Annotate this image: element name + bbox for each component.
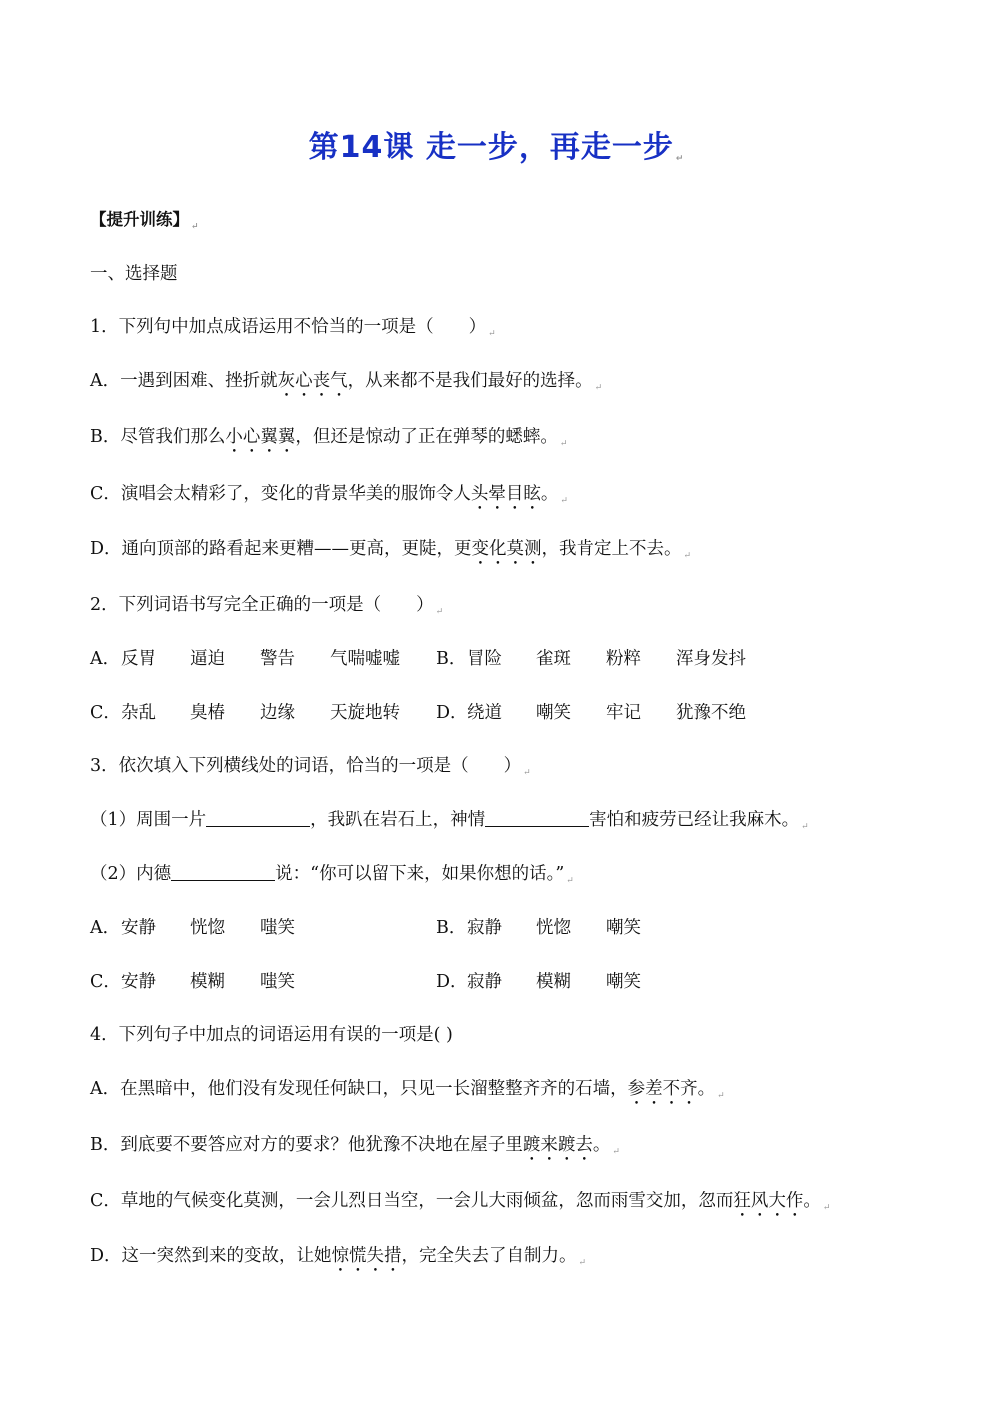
emphasized-idiom: 变化莫测 bbox=[471, 539, 542, 559]
question-4-stem: 4．下列句子中加点的词语运用有误的一项是( ) bbox=[90, 1025, 453, 1045]
option-d-label: D． bbox=[436, 972, 468, 992]
question-2-row-cd: C． 杂乱 臭椿 边缘 天旋地转 D． 绕道 嘲笑 牢记 犹豫不绝 bbox=[90, 700, 910, 726]
option-a-label: A． bbox=[90, 918, 121, 938]
question-2-stem: 2．下列词语书写完全正确的一项是（ ） $_↵$ bbox=[90, 595, 444, 617]
question-3-row-ab: A． 安静 恍惚 嗤笑 B． 寂静 恍惚 嘲笑 bbox=[90, 915, 910, 941]
section-label: 【提升训练】 $_↵$ bbox=[90, 210, 199, 232]
fill-blank-1 bbox=[206, 808, 310, 827]
question-1-stem: 1．下列句中加点成语运用不恰当的一项是（ ） $_↵$ bbox=[90, 317, 496, 339]
option-c-label: C． bbox=[90, 972, 121, 992]
lesson-title: 第14课 走一步，再走一步 ↵ bbox=[308, 130, 685, 165]
option-c-label: C． bbox=[90, 703, 121, 723]
fill-blank-3 bbox=[171, 862, 275, 881]
question-4-option-c: C．草地的气候变化莫测，一会儿烈日当空，一会儿大雨倾盆，忽而雨雪交加，忽而狂风大作。 $_↵$ bbox=[90, 1191, 831, 1213]
question-3-sentence-1: （1）周围一片 ，我趴在岩石上，神情 害怕和疲劳已经让我麻木。 $_↵$ bbox=[90, 810, 809, 832]
option-d-label: D． bbox=[436, 703, 468, 723]
question-3-stem: 3．依次填入下列横线处的词语，恰当的一项是（ ） $_↵$ bbox=[90, 756, 531, 778]
question-3-sentence-2: （2）内德 说：“你可以留下来，如果你想的话。” $_↵$ bbox=[90, 864, 574, 886]
question-4-option-b: B．到底要不要答应对方的要求？他犹豫不决地在屋子里踱来踱去。 $_↵$ bbox=[90, 1135, 620, 1157]
emphasized-word: 惊慌失措 bbox=[331, 1246, 402, 1266]
emphasized-word: 参差不齐 bbox=[627, 1079, 698, 1099]
emphasized-word: 狂风大作 bbox=[733, 1191, 804, 1211]
option-b-label: B． bbox=[436, 918, 467, 938]
fill-blank-2 bbox=[485, 808, 589, 827]
question-3-row-cd: C． 安静 模糊 嗤笑 D． 寂静 模糊 嘲笑 bbox=[90, 969, 910, 995]
emphasized-idiom: 灰心丧气 bbox=[277, 371, 348, 391]
question-1-option-a: A．一遇到困难、挫折就灰心丧气，从来都不是我们最好的选择。 $_↵$ bbox=[90, 371, 603, 393]
question-2-row-ab: A． 反胃 逼迫 警告 气喘嘘嘘 B． 冒险 雀斑 粉粹 浑身发抖 bbox=[90, 646, 910, 672]
option-a-label: A． bbox=[90, 649, 121, 669]
emphasized-idiom: 小心翼翼 bbox=[225, 427, 296, 447]
question-1-option-d: D．通向顶部的路看起来更糟——更高，更陡，更变化莫测，我肯定上不去。 $_↵$ bbox=[90, 539, 692, 561]
emphasized-word: 踱来踱去 bbox=[522, 1135, 593, 1155]
option-b-label: B． bbox=[436, 649, 467, 669]
emphasized-idiom: 头晕目眩 bbox=[470, 484, 541, 504]
question-4-option-a: A．在黑暗中，他们没有发现任何缺口，只见一长溜整整齐齐的石墙，参差不齐。 $_↵$ bbox=[90, 1079, 725, 1101]
question-4-option-d: D．这一突然到来的变故，让她惊慌失措，完全失去了自制力。 $_↵$ bbox=[90, 1246, 587, 1268]
question-1-option-b: B．尽管我们那么小心翼翼，但还是惊动了正在弹琴的蟋蟀。 $_↵$ bbox=[90, 427, 568, 449]
part-heading: 一、选择题 bbox=[90, 264, 178, 284]
question-1-option-c: C．演唱会太精彩了，变化的背景华美的服饰令人头晕目眩。 $_↵$ bbox=[90, 484, 568, 506]
